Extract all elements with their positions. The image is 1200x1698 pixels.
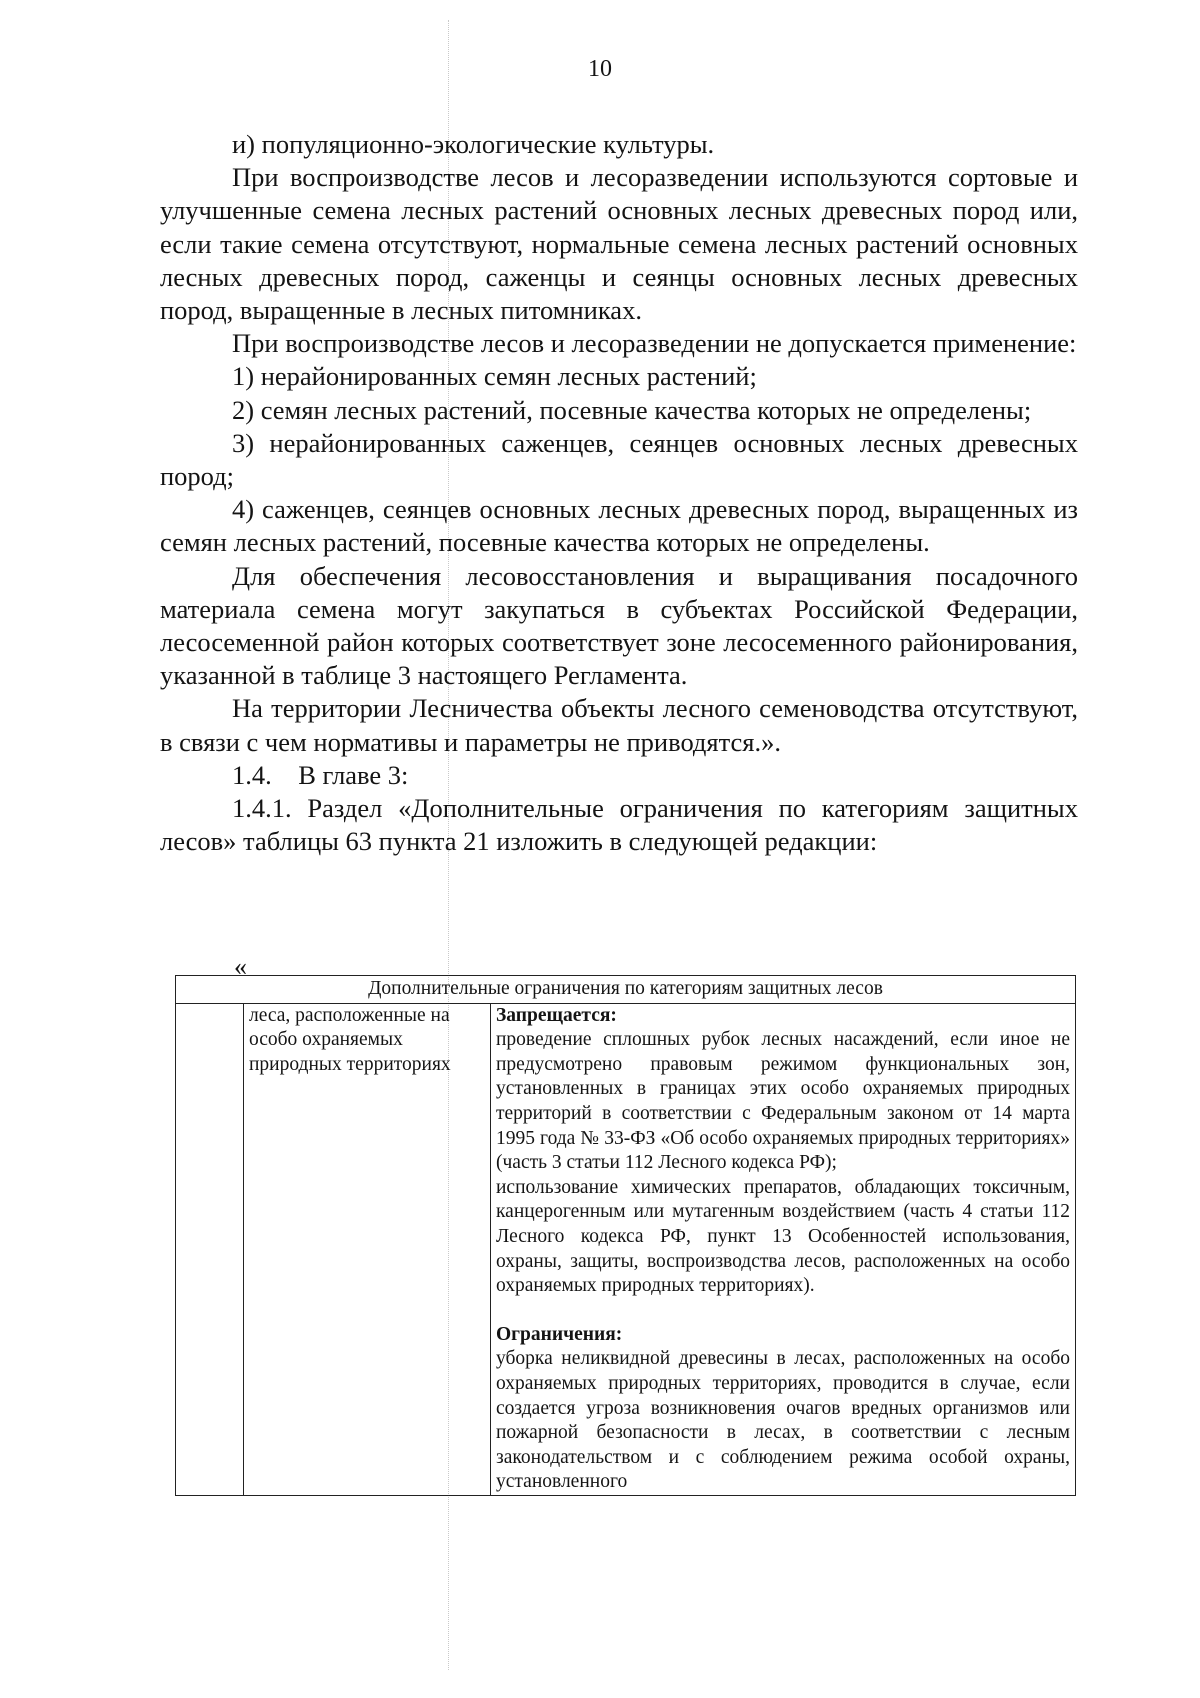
- table-cell-category: леса, расположенные на особо охраняемых природных территориях: [244, 1003, 491, 1495]
- page-number: 10: [588, 56, 612, 82]
- restrictions-table: [175, 975, 1076, 1496]
- prohibited-label: Запрещается:: [496, 1004, 617, 1026]
- paragraph-territory: На территории Лесничества объекты лесного семеноводства отсутствуют, в связи с чем нормативы и параметры не приводятся.».: [160, 693, 1078, 757]
- table-cell-rules: [491, 1003, 1076, 1495]
- paragraph-section-1-4-1: 1.4.1. Раздел «Дополнительные ограничения по категориям защитных лесов» таблицы 63 пункта 21 изложить в следующей редакции:: [160, 793, 1078, 857]
- paragraph-seeds-used: При воспроизводстве лесов и лесоразведении используются сортовые и улучшенные семена лесных растений основных лесных древесных пород или, если такие семена отсутствуют, нормальные семена лесных растений основных лесных древесных пород, саженцы и сеянцы основных лесных древесных пород, выращенные в лесных питомниках.: [160, 162, 1078, 326]
- body-text: [160, 128, 1078, 858]
- list-item-3: 3) нерайонированных саженцев, сеянцев основных лесных древесных пород;: [160, 427, 1078, 492]
- table-row: [176, 1003, 1076, 1495]
- paragraph-not-allowed: При воспроизводстве лесов и лесоразведении не допускается применение:: [232, 328, 1077, 359]
- paragraph-section-1-4: 1.4. В главе 3:: [232, 759, 409, 790]
- prohibited-item: проведение сплошных рубок лесных насаждений, если иное не предусмотрено правовым режимом функциональных зон, установленных в границах этих особо охраняемых природных территорий в соответствии с Федеральным законом от 14 марта 1995 года № 33-ФЗ «Об особо охраняемых природных территориях» (часть 3 статьи 112 Лесного кодекса РФ);: [496, 1029, 1070, 1174]
- table-cell-empty: [176, 1003, 244, 1495]
- list-item-1: 1) нерайонированных семян лесных растений;: [232, 361, 757, 392]
- restrictions-text: уборка неликвидной древесины в лесах, расположенных на особо охраняемых природных территориях, проводится в случае, если создается угроза возникновения очагов вредных организмов или пожарной безопасности в лесах, в соответствии с лесным законодательством и с соблюдением режима особой охраны, установленного: [496, 1348, 1070, 1493]
- table-header-row: [176, 976, 1076, 1004]
- paragraph-item-i: и) популяционно-экологические культуры.: [232, 129, 715, 159]
- restrictions-label: Ограничения:: [496, 1323, 623, 1345]
- spacer: [496, 1299, 1070, 1323]
- list-item-4: 4) саженцев, сеянцев основных лесных древесных пород, выращенных из семян лесных растений, посевные качества которых не определены.: [160, 494, 1078, 558]
- paragraph-seed-purchase: Для обеспечения лесовосстановления и выращивания посадочного материала семена могут закупаться в субъектах Российской Федерации, лесосеменной район которых соответствует зоне лесосеменного районирования, указанной в таблице 3 настоящего Регламента.: [160, 560, 1078, 691]
- open-quote-mark: «: [234, 952, 247, 981]
- prohibited-item: использование химических препаратов, обладающих токсичным, канцерогенным или мутагенным воздействием (часть 4 статьи 112 Лесного кодекса РФ, пункт 13 Особенностей использования, охраны, защиты, воспроизводства лесов, расположенных на особо охраняемых природных территориях).: [496, 1176, 1070, 1297]
- list-item-2: 2) семян лесных растений, посевные качества которых не определены;: [232, 394, 1032, 425]
- table-header: Дополнительные ограничения по категориям защитных лесов: [176, 976, 1076, 1004]
